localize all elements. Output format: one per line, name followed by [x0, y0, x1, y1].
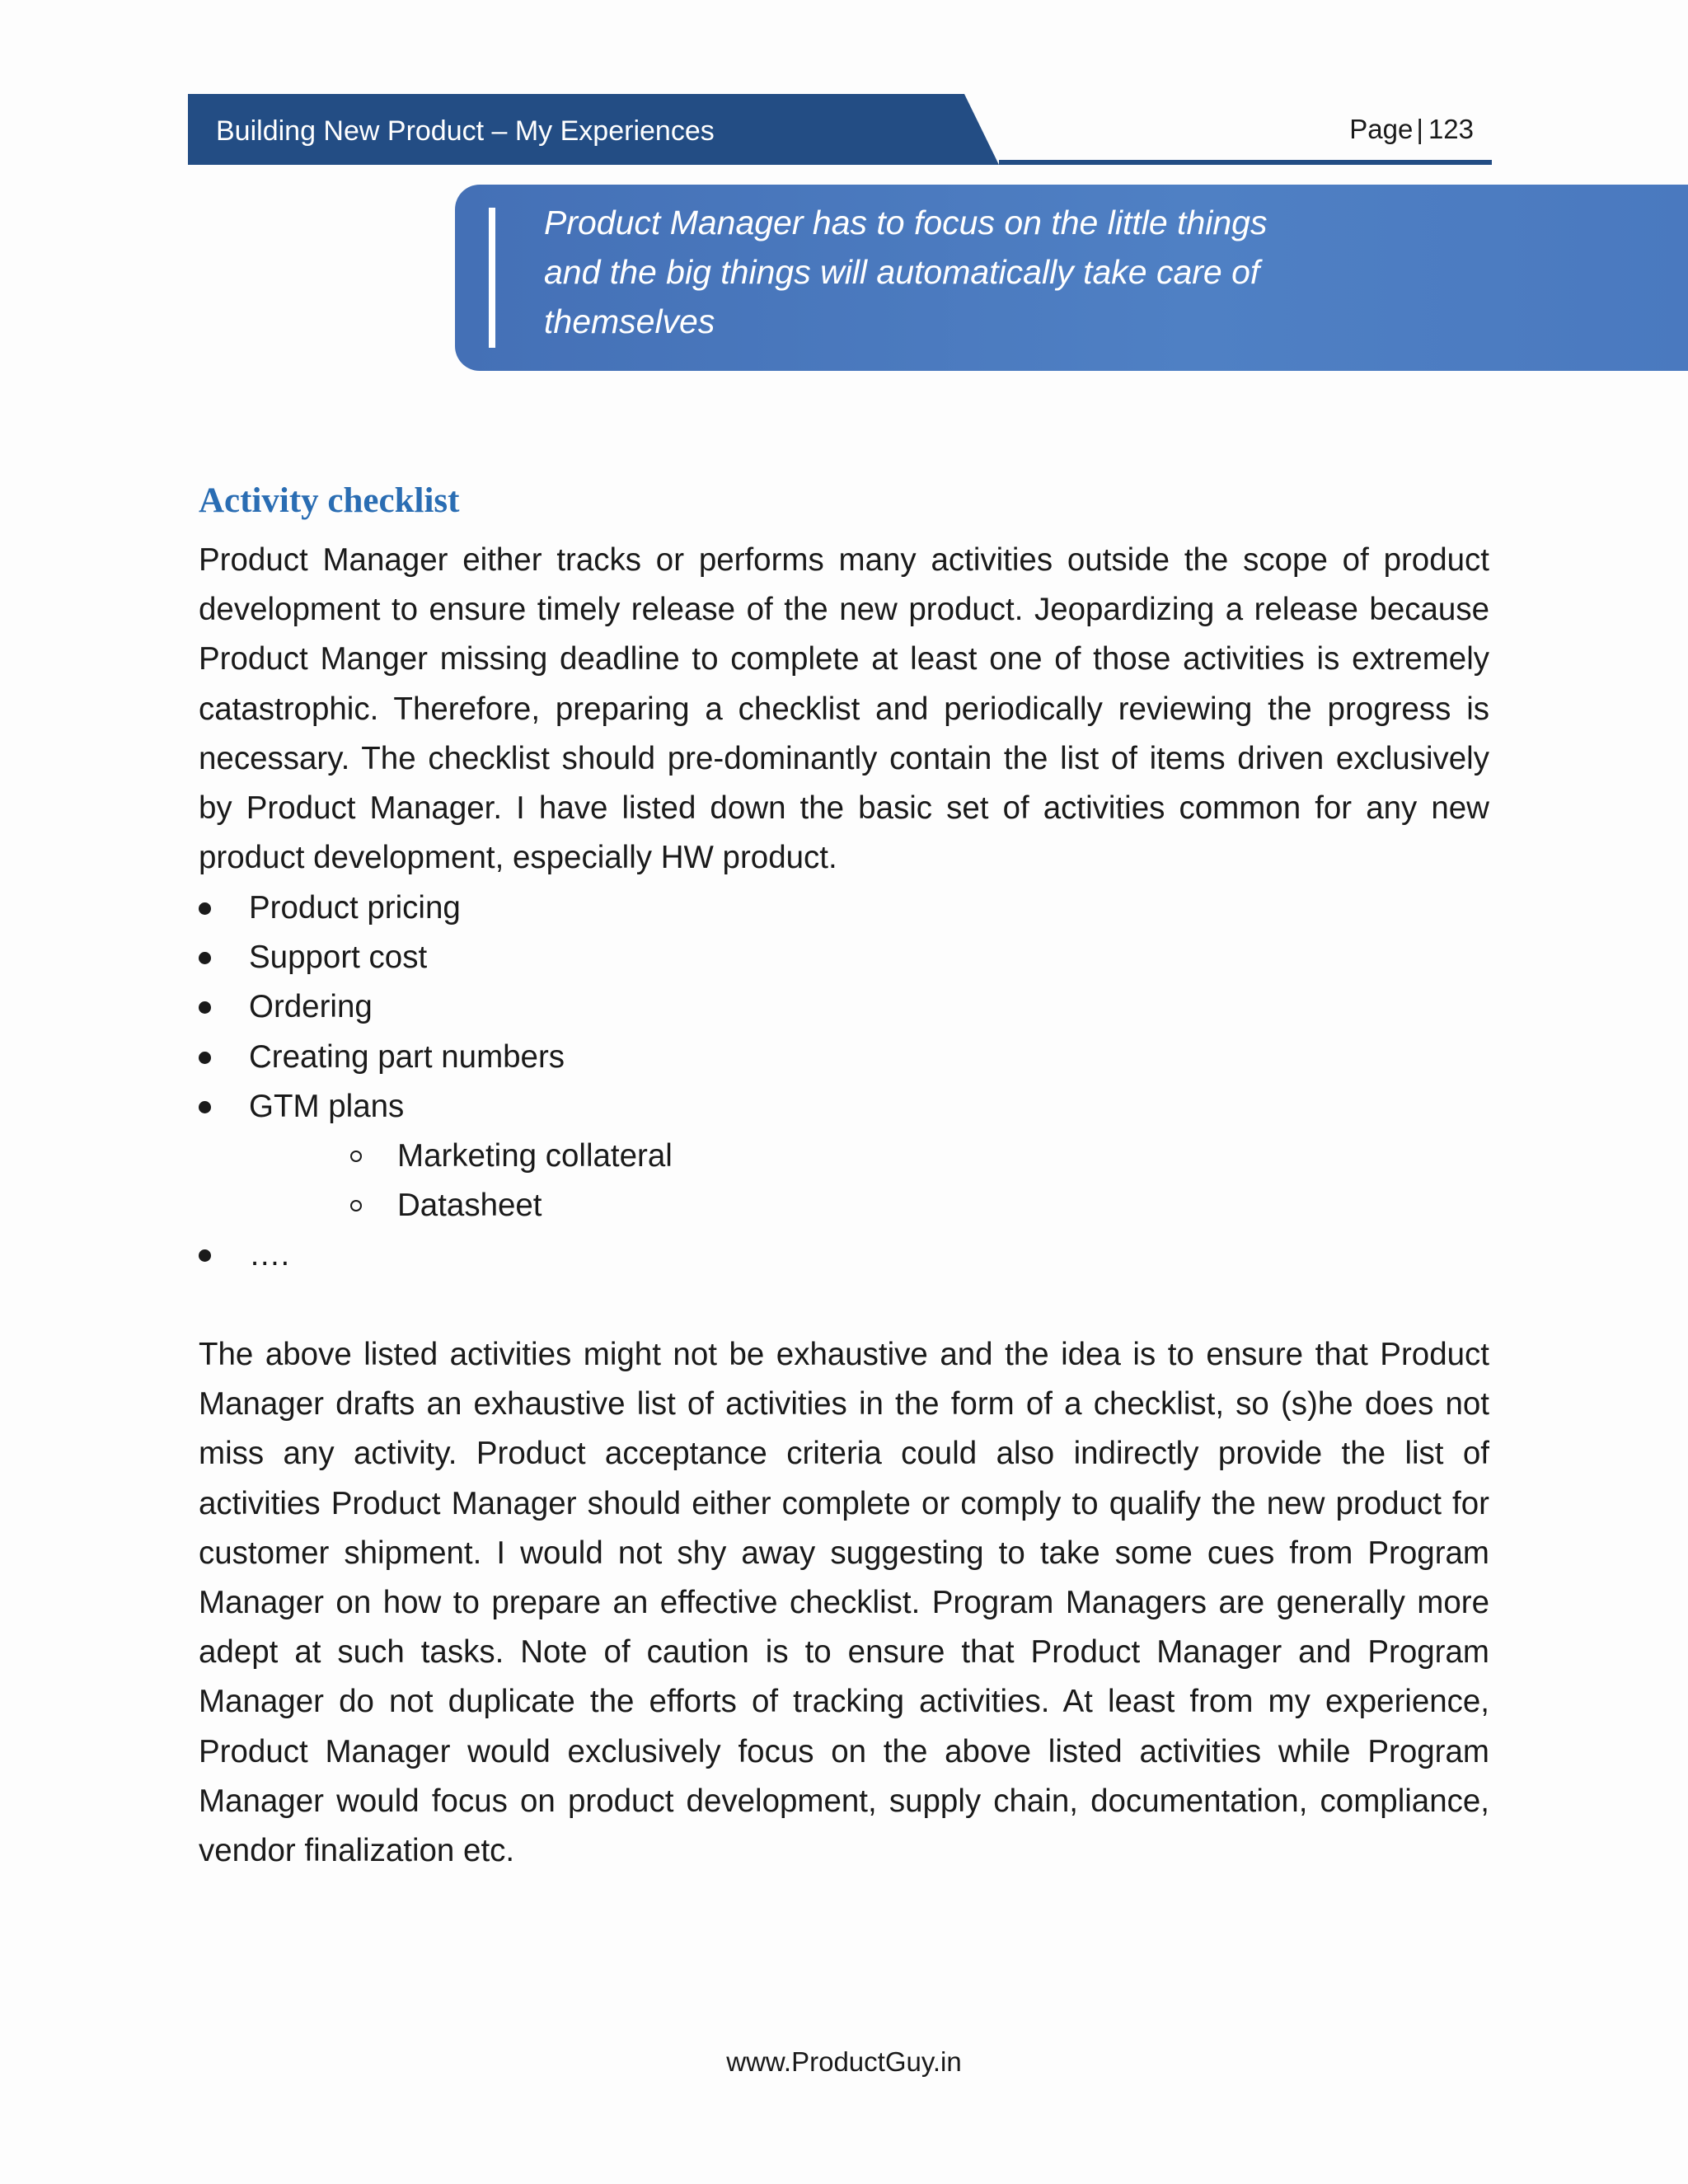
footer-url: www.ProductGuy.in: [726, 2046, 962, 2077]
pull-quote-line: themselves: [544, 302, 715, 340]
bullet-icon: [199, 1249, 211, 1262]
page-number: [1319, 112, 1474, 147]
running-header-title: Building New Product – My Experiences: [216, 115, 715, 147]
pull-quote-line: and the big things will automatically take care of: [544, 253, 1260, 291]
activity-list: [199, 883, 1188, 1281]
sub-list-item-label: Datasheet: [397, 1188, 542, 1224]
list-item-label: Ordering: [249, 989, 373, 1025]
list-item: [199, 1082, 1188, 1132]
list-item-label: Support cost: [249, 940, 428, 976]
section-heading: Activity checklist: [199, 481, 460, 520]
bullet-icon: [199, 1052, 211, 1064]
pull-quote-bar: [489, 208, 495, 348]
list-item: [199, 1230, 1188, 1280]
page-label: Page: [1349, 114, 1414, 144]
bullet-icon: [199, 1001, 211, 1014]
list-item: [199, 933, 1188, 982]
sub-list-item-label: Marketing collateral: [397, 1137, 673, 1174]
hollow-bullet-icon: [350, 1151, 362, 1162]
sub-list-item: [199, 1181, 1188, 1230]
list-item: [199, 883, 1188, 933]
list-item: [199, 1033, 1188, 1082]
bullet-icon: [199, 952, 211, 964]
pull-quote-line: Product Manager has to focus on the little things: [544, 204, 1268, 241]
page-separator: |: [1416, 114, 1423, 144]
list-item-label: ….: [249, 1237, 290, 1273]
sub-list-item: [199, 1132, 1188, 1181]
page-number-value: 123: [1428, 114, 1474, 144]
bullet-icon: [199, 1101, 211, 1113]
body-paragraph-1: Product Manager either tracks or performs many activities outside the scope of product development to ensure timely release of the new product. Jeopardizing a release because Product Manger missing deadline to complete at least one of those activities is extremely catastrophic. Therefore, preparing a checklist and periodically reviewing the progress is necessary. The checklist should pre-dominantly contain the list of items driven exclusively by Product Manager. I have listed down the basic set of activities common for any new product development, especially HW product.: [199, 542, 1489, 876]
bullet-icon: [199, 902, 211, 915]
body-paragraph-2: The above listed activities might not be exhaustive and the idea is to ensure that Product Manager drafts an exhaustive list of activities in the form of a checklist, so (s)he does not miss any activity. Product acceptance criteria could also indirectly provide the list of activities Product Manager should either complete or comply to qualify the new product for customer shipment. I would not shy away suggesting to take some cues from Program Manager on how to prepare an effective checklist. Program Managers are generally more adept at such tasks. Note of caution is to ensure that Product Manager and Program Manager do not duplicate the efforts of tracking activities. At least from my experience, Product Manager would exclusively focus on the above listed activities while Program Manager would focus on product development, supply chain, documentation, compliance, vendor finalization etc.: [199, 1337, 1489, 1869]
list-item-label: Creating part numbers: [249, 1038, 565, 1075]
list-item-label: Product pricing: [249, 890, 461, 926]
list-item-label: GTM plans: [249, 1088, 405, 1124]
list-item: [199, 982, 1188, 1032]
pull-quote-text: [544, 198, 1319, 346]
hollow-bullet-icon: [350, 1200, 362, 1212]
header-rule: [999, 160, 1492, 165]
